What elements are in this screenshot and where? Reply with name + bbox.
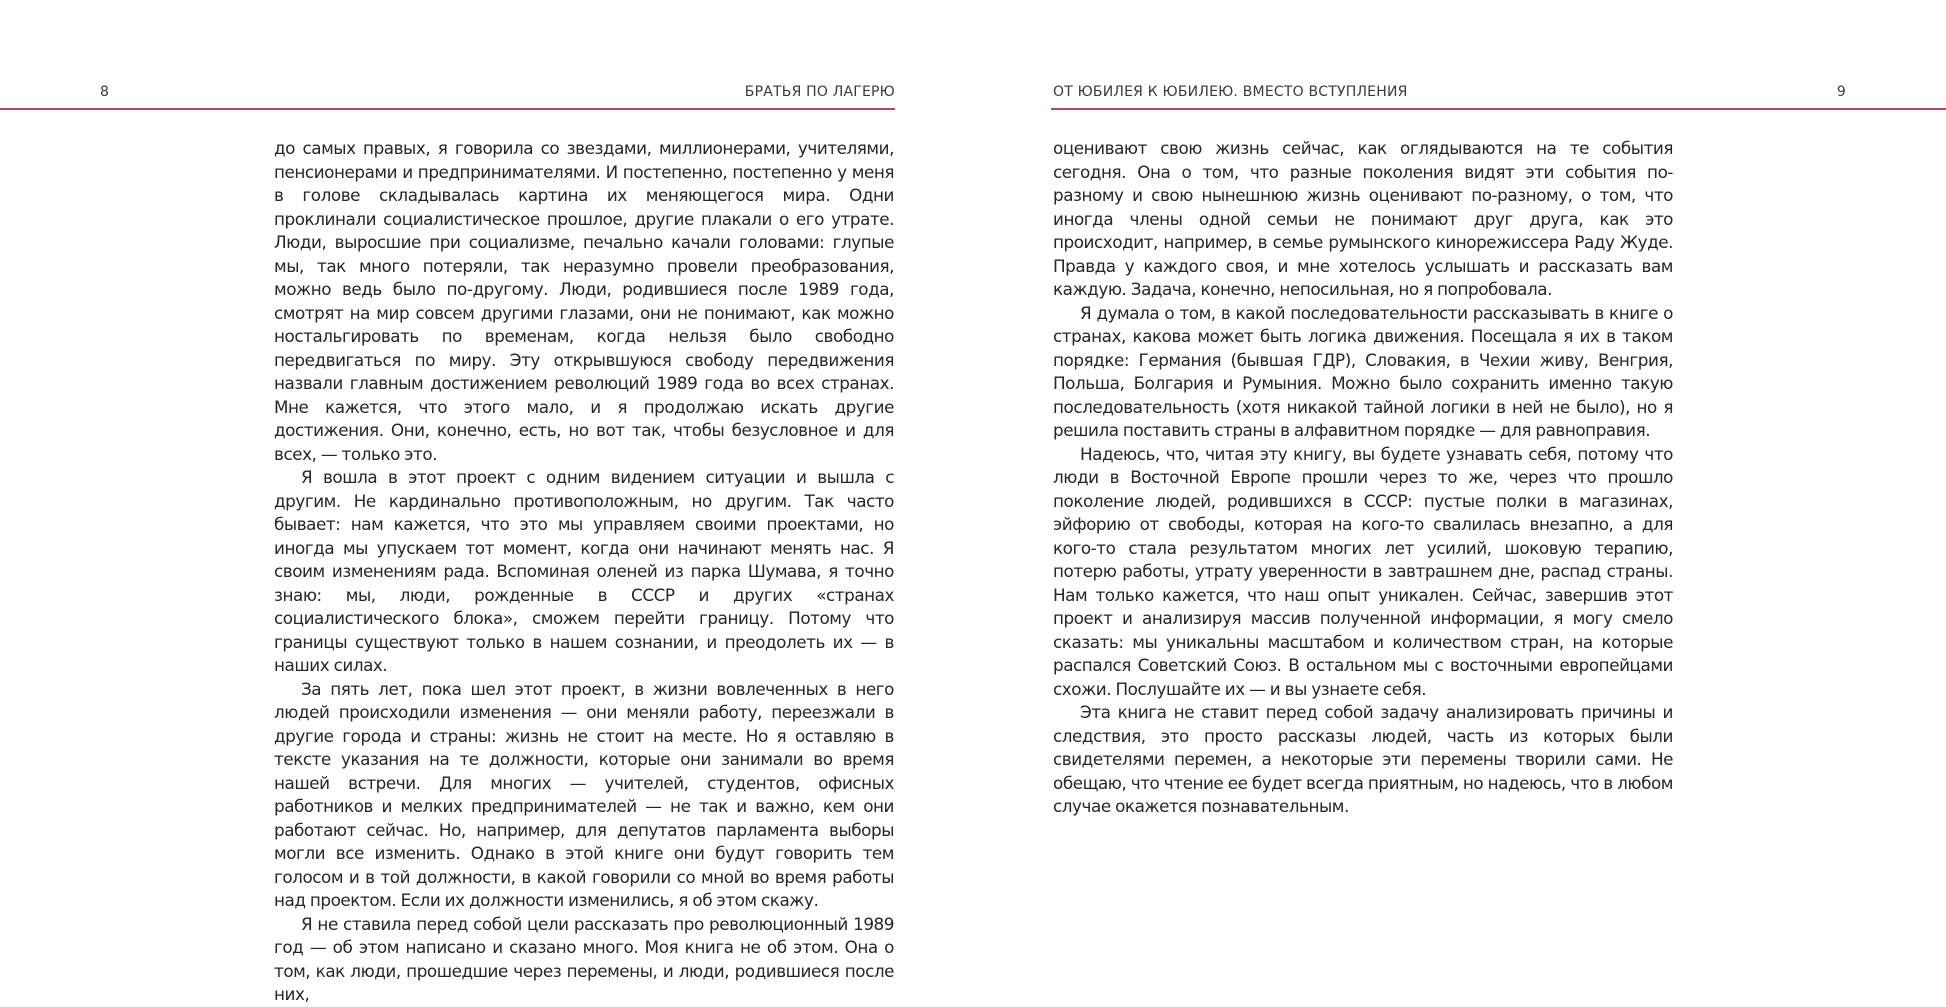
left-body-text bbox=[274, 137, 894, 1007]
left-paragraph-2: Я вошла в этот проект с одним видением ситуации и вышла с другим. Не кардинально противоположным, но другим. Так часто бывает: нам кажется, что это мы управляем своими проектами, но иногда мы упускаем тот момент, когда они начинают менять нас. Я своим изменениям рада. Вспоминая оленей из парка Шумава, я точно знаю: мы, люди, рожденные в СССР и других «странах социалистического блока», сможем перейти границу. Потому что границы существуют только в нашем сознании, и преодолеть их — в наших силах. bbox=[274, 467, 894, 675]
right-page bbox=[973, 0, 1946, 995]
page-number-left: 8 bbox=[100, 84, 110, 100]
right-paragraph-2: Я думала о том, в какой последовательности рассказывать в книге о странах, какова может быть логика движения. Посещала я их в таком порядке: Германия (бывшая ГДР), Словакия, в Чехии живу, Венгрия, Польша, Болгария и Румыния. Можно было сохранить именно такую последовательность (хотя никакой тайной логики в ней не было), но я решила поставить страны в алфавитном порядке — для равноправия. bbox=[1053, 302, 1673, 440]
running-head-right: ОТ ЮБИЛЕЯ К ЮБИЛЕЮ. ВМЕСТО ВСТУПЛЕНИЯ bbox=[1053, 84, 1408, 100]
right-body-text bbox=[1053, 137, 1673, 819]
left-paragraph-3: За пять лет, пока шел этот проект, в жизни вовлеченных в него людей происходили изменения — они меняли работу, переезжали в другие города и страны: жизнь не стоит на месте. Но я оставляю в тексте указания на те должности, которые они занимали во время нашей встречи. Для многих — учителей, студентов, офисных работников и мелких предпринимателей — не так и важно, кем они работают сейчас. Но, например, для депутатов парламента выборы могли все изменить. Однако в этой книге они будут говорить тем голосом и в той должности, в какой говорили со мной во время работы над проектом. Если их должности изменились, я об этом скажу. bbox=[274, 678, 894, 910]
header-rule-right bbox=[1051, 108, 1946, 110]
right-paragraph-3: Надеюсь, что, читая эту книгу, вы будете узнавать себя, потому что люди в Восточной Европе прошли через то же, через что прошло поколение людей, родившихся в СССР: пустые полки в магазинах, эйфорию от свободы, которая на кого-то свалилась внезапно, а для кого-то стала результатом многих лет усилий, шоковую терапию, потерю работы, утрату уверенности в завтрашнем дне, распад страны. Нам только кажется, что наш опыт уникален. Сейчас, завершив этот проект и анализируя массив полученной информации, я могу смело сказать: мы уникальны масштабом и количеством стран, на которые распался Советский Союз. В остальном мы с восточными европейцами схожи. Послушайте их — и вы узнаете себя. bbox=[1053, 443, 1673, 699]
left-paragraph-4: Я не ставила перед собой цели рассказать про революционный 1989 год — об этом написано и сказано много. Моя книга не об этом. Она о том, как люди, прошедшие через перемены, и люди, родившиеся после них, bbox=[274, 913, 894, 1004]
left-page bbox=[0, 0, 973, 1004]
right-paragraph-4: Эта книга не ставит перед собой задачу анализировать причины и следствия, это просто рассказы людей, часть из которых были свидетелями перемен, а некоторые эти перемены творили сами. Не обещаю, что чтение ее будет всегда приятным, но надеюсь, что в любом случае окажется познавательным. bbox=[1053, 702, 1673, 816]
page-number-right: 9 bbox=[1836, 84, 1846, 100]
left-paragraph-1: до самых правых, я говорила со звездами, миллионерами, учителями, пенсионерами и предпринимателями. И постепенно, постепенно у меня в голове складывалась картина их меняющегося мира. Одни проклинали социалистическое прошлое, другие плакали о его утрате. Люди, выросшие при социализме, печально качали головами: глупые мы, так много потеряли, так неразумно провели преобразования, можно ведь было по-другому. Люди, родившиеся после 1989 года, смотрят на мир совсем другими глазами, они не понимают, как можно ностальгировать по временам, когда нельзя было свободно передвигаться по миру. Эту открывшуюся свободу передвижения назвали главным достижением революций 1989 года во всех странах. Мне кажется, что этого мало, и я продолжаю искать другие достижения. Они, конечно, есть, но вот так, чтобы безусловное и для всех, — только это. bbox=[274, 138, 894, 464]
running-head-left: БРАТЬЯ ПО ЛАГЕРЮ bbox=[744, 84, 895, 100]
right-paragraph-1: оценивают свою жизнь сейчас, как оглядываются на те события сегодня. Она о том, что разные поколения видят эти события по-разному и свою нынешнюю жизнь оценивают по-разному, о том, что иногда члены одной семьи не понимают друг друга, как это происходит, например, в семье румынского кинорежиссера Раду Жуде. Правда у каждого своя, и мне хотелось услышать и рассказать вам каждую. Задача, конечно, непосильная, но я попробовала. bbox=[1053, 138, 1673, 299]
header-rule-left bbox=[0, 108, 895, 110]
